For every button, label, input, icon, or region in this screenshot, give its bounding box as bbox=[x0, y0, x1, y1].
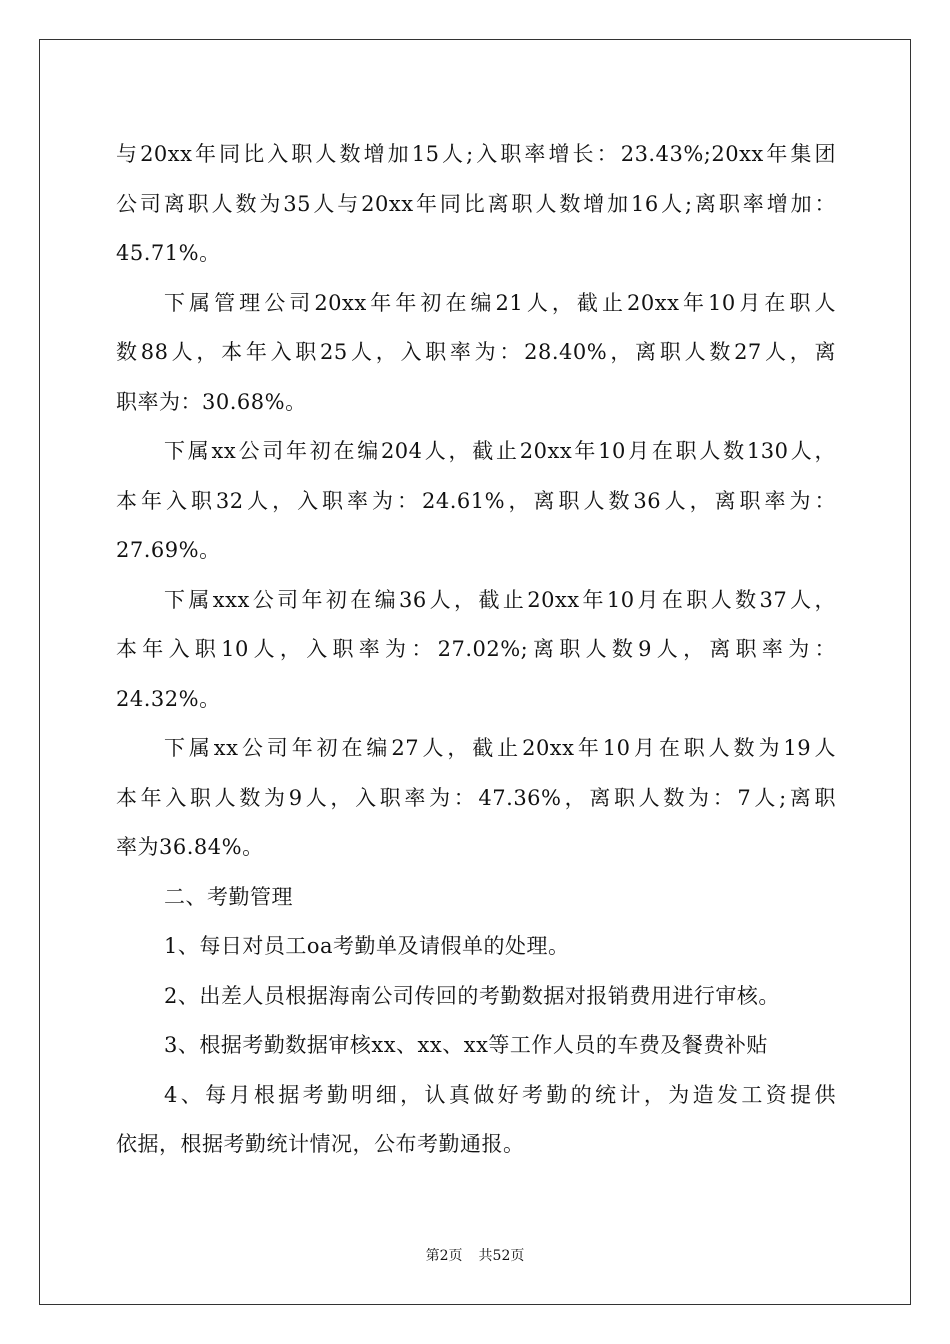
text-line: 本年入职人数为9人，入职率为：47.36%，离职人数为：7人;离职 bbox=[116, 785, 836, 810]
text-line: 职率为：30.68%。 bbox=[116, 389, 307, 414]
text-line: 数88人，本年入职25人，入职率为：28.40%，离职人数27人，离 bbox=[116, 340, 836, 364]
text-line: 本年入职10人，入职率为：27.02%;离职人数9人，离职率为： bbox=[116, 637, 836, 661]
text-line: 27.69%。 bbox=[116, 538, 221, 562]
paragraph-start-line: 下属管理公司20xx年年初在编21人，截止20xx年10月在职人 bbox=[164, 290, 836, 315]
text-line: 公司离职人数为35人与20xx年同比离职人数增加16人;离职率增加： bbox=[116, 191, 836, 216]
list-item: 3、根据考勤数据审核xx、xx、xx等工作人员的车费及餐费补贴 bbox=[164, 1033, 768, 1057]
page-total: 共52页 bbox=[478, 1248, 525, 1264]
text-line: 45.71%。 bbox=[116, 241, 221, 265]
list-item: 2、出差人员根据海南公司传回的考勤数据对报销费用进行审核。 bbox=[164, 983, 780, 1008]
text-line: 率为36.84%。 bbox=[116, 835, 264, 859]
paragraph-start-line: 下属xx公司年初在编27人，截止20xx年10月在职人数为19人 bbox=[164, 736, 836, 760]
text-line: 依据，根据考勤统计情况，公布考勤通报。 bbox=[116, 1132, 525, 1156]
text-line: 本年入职32人，入职率为：24.61%，离职人数36人，离职率为： bbox=[116, 488, 836, 513]
list-item: 1、每日对员工oa考勤单及请假单的处理。 bbox=[164, 934, 570, 958]
section-heading: 二、考勤管理 bbox=[164, 884, 293, 909]
text-line: 与20xx年同比入职人数增加15人;入职率增长：23.43%;20xx年集团 bbox=[116, 142, 836, 166]
list-item: 4、每月根据考勤明细，认真做好考勤的统计，为造发工资提供 bbox=[164, 1082, 836, 1107]
text-line: 24.32%。 bbox=[116, 686, 221, 711]
document-body bbox=[116, 130, 836, 1170]
page-number: 第2页 bbox=[425, 1248, 463, 1264]
paragraph-start-line: 下属xxx公司年初在编36人，截止20xx年10月在职人数37人， bbox=[164, 587, 836, 612]
paragraph-start-line: 下属xx公司年初在编204人，截止20xx年10月在职人数130人， bbox=[164, 439, 836, 463]
page-footer bbox=[0, 1245, 950, 1265]
